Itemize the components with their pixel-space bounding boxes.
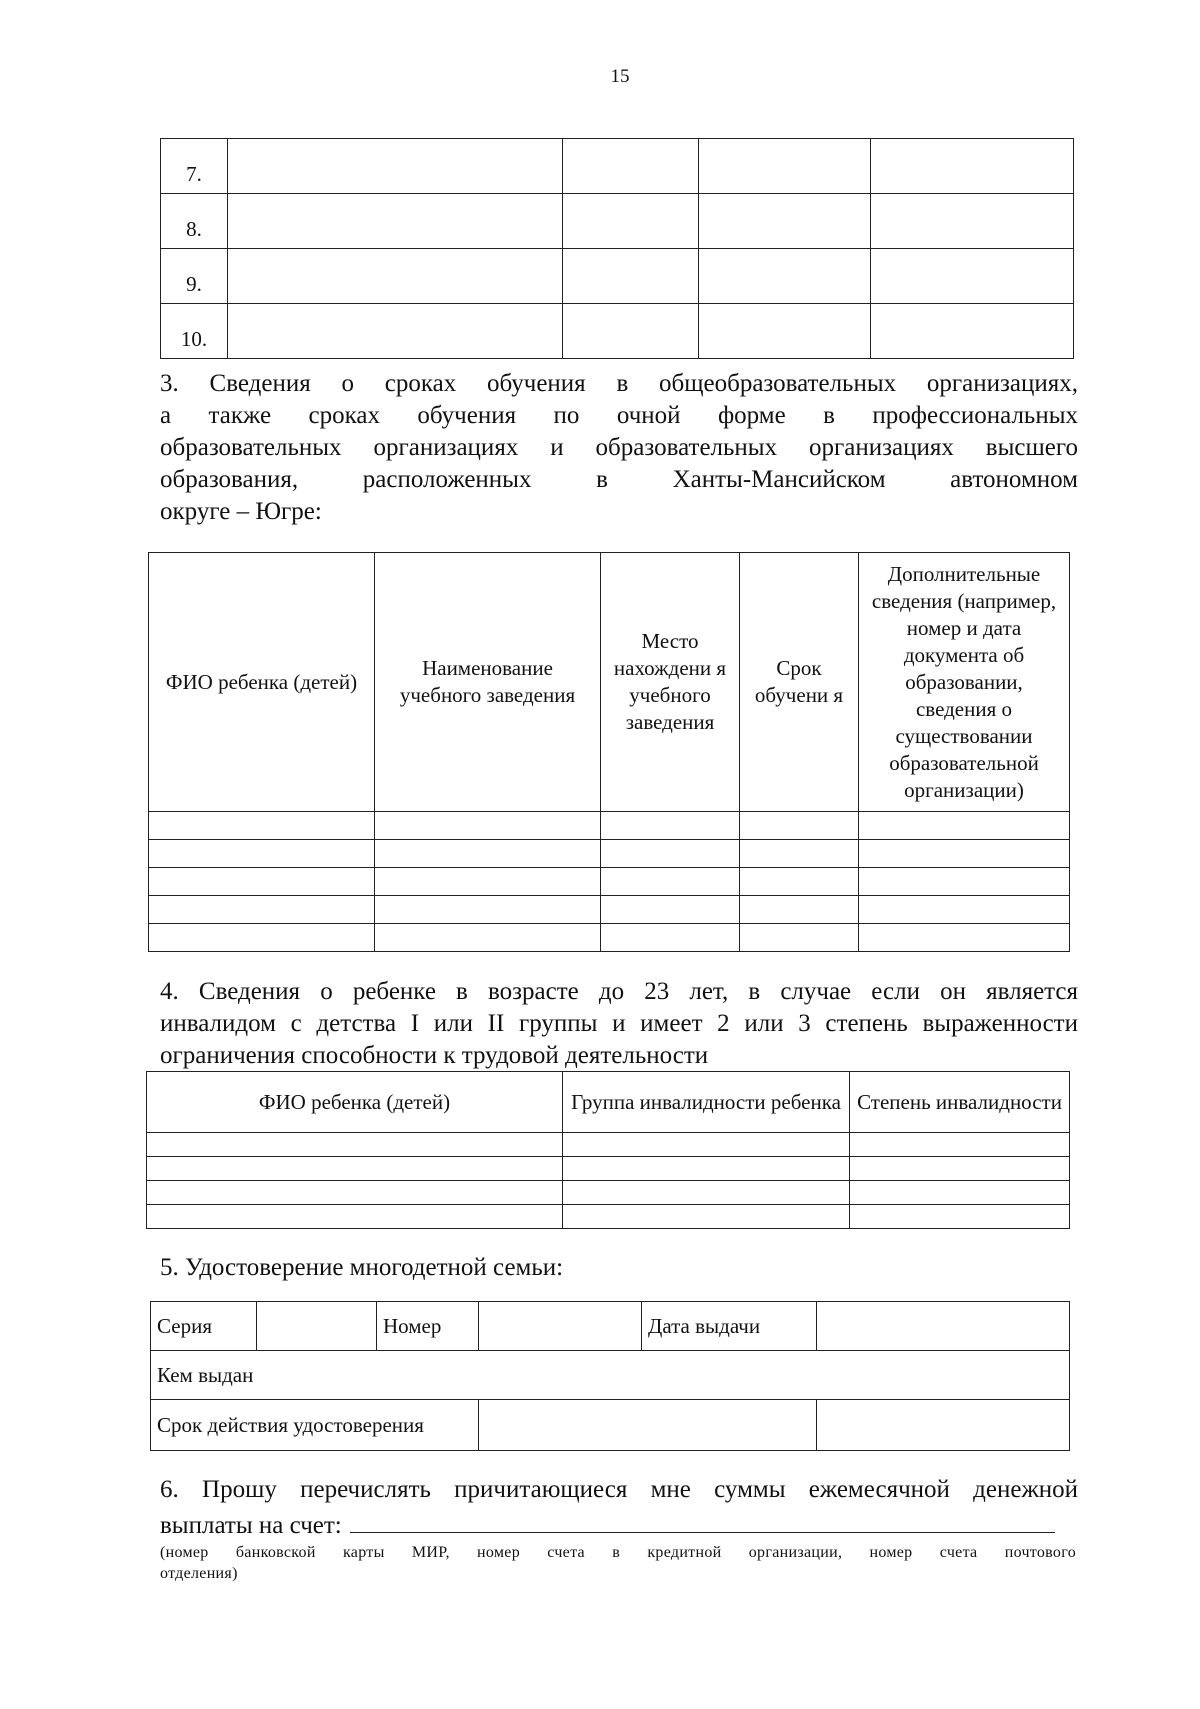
table-cell[interactable] <box>859 896 1070 924</box>
table-cell[interactable] <box>149 924 375 952</box>
series-label: Серия <box>151 1302 257 1351</box>
table-row <box>149 840 1070 868</box>
table-cell[interactable] <box>563 1205 850 1229</box>
table-cell[interactable] <box>740 896 859 924</box>
table-row <box>151 1302 1070 1351</box>
table-cell[interactable] <box>147 1181 563 1205</box>
header-institution-name: Наименование учебного заведения <box>375 553 601 812</box>
table-cell[interactable] <box>375 924 601 952</box>
table-cell[interactable] <box>563 194 699 249</box>
table-row <box>151 1351 1070 1400</box>
table-cell[interactable] <box>563 139 699 194</box>
table-cell[interactable] <box>375 812 601 840</box>
table-cell[interactable] <box>563 249 699 304</box>
header-child-name: ФИО ребенка (детей) <box>147 1072 563 1133</box>
table-cell[interactable] <box>375 840 601 868</box>
row-number: 7. <box>161 139 228 194</box>
table-cell[interactable] <box>740 924 859 952</box>
table-row <box>147 1181 1070 1205</box>
table-header-row <box>149 553 1070 812</box>
table-row <box>161 304 1074 359</box>
table-row <box>149 812 1070 840</box>
table-row <box>151 1400 1070 1451</box>
validity-field[interactable] <box>479 1400 817 1451</box>
table-cell[interactable] <box>699 249 871 304</box>
disability-table <box>146 1071 1070 1229</box>
table-cell[interactable] <box>699 194 871 249</box>
table-cell[interactable] <box>850 1157 1070 1181</box>
section4-line: 4. Сведения о ребенке в возрасте до 23 лет, в случае если он является <box>160 978 1078 1005</box>
table-cell[interactable] <box>740 868 859 896</box>
table-row <box>147 1205 1070 1229</box>
large-family-certificate-table <box>150 1301 1070 1451</box>
table-cell[interactable] <box>601 924 740 952</box>
table-cell[interactable] <box>871 249 1074 304</box>
table-row <box>161 194 1074 249</box>
table-cell[interactable] <box>850 1181 1070 1205</box>
section5-title: 5. Удостоверение многодетной семьи: <box>160 1254 564 1281</box>
continuation-table <box>160 138 1074 359</box>
section6-line-2 <box>160 1506 1078 1542</box>
table-cell[interactable] <box>740 840 859 868</box>
section3-line: 3. Сведения о сроках обучения в общеобразовательных организациях, <box>160 370 1078 397</box>
number-label: Номер <box>377 1302 479 1351</box>
table-cell[interactable] <box>601 868 740 896</box>
footnote <box>160 1542 1076 1584</box>
table-cell[interactable] <box>601 840 740 868</box>
issue-date-label: Дата выдачи <box>642 1302 817 1351</box>
table-cell[interactable] <box>850 1133 1070 1157</box>
table-cell[interactable] <box>149 812 375 840</box>
table-cell[interactable] <box>601 896 740 924</box>
issue-date-field[interactable] <box>817 1302 1070 1351</box>
education-table <box>148 552 1070 952</box>
section4-line: ограничения способности к трудовой деятельности <box>160 1042 709 1069</box>
table-cell[interactable] <box>871 139 1074 194</box>
table-cell[interactable] <box>850 1205 1070 1229</box>
table-cell[interactable] <box>563 1133 850 1157</box>
table-cell[interactable] <box>228 249 563 304</box>
table-cell[interactable] <box>699 139 871 194</box>
number-field[interactable] <box>479 1302 642 1351</box>
table-cell[interactable] <box>859 840 1070 868</box>
table-header-row <box>147 1072 1070 1133</box>
table-cell[interactable] <box>699 304 871 359</box>
table-cell[interactable] <box>149 896 375 924</box>
table-row <box>147 1157 1070 1181</box>
table-cell[interactable] <box>859 924 1070 952</box>
table-cell[interactable] <box>871 304 1074 359</box>
table-cell[interactable] <box>149 840 375 868</box>
table-cell[interactable] <box>228 139 563 194</box>
table-cell[interactable] <box>859 868 1070 896</box>
row-number: 9. <box>161 249 228 304</box>
table-row <box>149 924 1070 952</box>
table-row <box>161 139 1074 194</box>
section3-line: а также сроках обучения по очной форме в профессиональных <box>160 402 1078 429</box>
table-cell[interactable] <box>859 812 1070 840</box>
section4-line: инвалидом с детства I или II группы и имеет 2 или 3 степень выраженности <box>160 1010 1078 1037</box>
header-child-name: ФИО ребенка (детей) <box>149 553 375 812</box>
footnote-line: (номер банковской карты МИР, номер счета в кредитной организации, номер счета почтового <box>160 1544 1076 1561</box>
table-row <box>161 249 1074 304</box>
table-cell[interactable] <box>563 1181 850 1205</box>
table-row <box>149 868 1070 896</box>
header-institution-location: Место нахождени я учебного заведения <box>601 553 740 812</box>
table-cell[interactable] <box>563 304 699 359</box>
table-row <box>149 896 1070 924</box>
table-cell[interactable] <box>147 1133 563 1157</box>
series-field[interactable] <box>257 1302 377 1351</box>
table-cell[interactable] <box>375 896 601 924</box>
table-cell[interactable] <box>563 1157 850 1181</box>
section6-line: 6. Прошу перечислять причитающиеся мне суммы ежемесячной денежной <box>160 1476 1078 1503</box>
table-cell[interactable] <box>375 868 601 896</box>
section3-line: образовательных организациях и образовательных организациях высшего <box>160 434 1078 461</box>
footnote-line: отделения) <box>160 1565 238 1582</box>
table-row <box>147 1133 1070 1157</box>
section4-text <box>160 976 1078 1072</box>
table-cell[interactable] <box>228 304 563 359</box>
table-cell[interactable] <box>149 868 375 896</box>
section3-text <box>160 368 1078 528</box>
validity-field-extra[interactable] <box>817 1400 1070 1451</box>
section3-line: округе – Югре: <box>160 498 322 525</box>
section3-line: образования, расположенных в Ханты-Мансийском автономном <box>160 466 1078 493</box>
table-cell[interactable] <box>147 1157 563 1181</box>
account-input-line[interactable] <box>350 1506 1055 1533</box>
header-additional-info: Дополнительные сведения (например, номер и дата документа об образовании, сведения о существовании образовательной организации) <box>859 553 1070 812</box>
header-study-period: Срок обучени я <box>740 553 859 812</box>
section6-text <box>160 1474 1078 1542</box>
table-cell[interactable] <box>740 812 859 840</box>
row-number: 8. <box>161 194 228 249</box>
table-cell[interactable] <box>871 194 1074 249</box>
table-cell[interactable] <box>147 1205 563 1229</box>
page-number: 15 <box>610 66 630 87</box>
table-cell[interactable] <box>601 812 740 840</box>
account-label: выплаты на счет: <box>160 1512 342 1539</box>
header-disability-group: Группа инвалидности ребенка <box>563 1072 850 1133</box>
header-disability-degree: Степень инвалидности <box>850 1072 1070 1133</box>
issued-by-label: Кем выдан <box>157 1362 254 1387</box>
table-cell[interactable] <box>228 194 563 249</box>
issued-by-field[interactable] <box>151 1351 1070 1400</box>
row-number: 10. <box>161 304 228 359</box>
validity-label: Срок действия удостоверения <box>151 1400 479 1451</box>
